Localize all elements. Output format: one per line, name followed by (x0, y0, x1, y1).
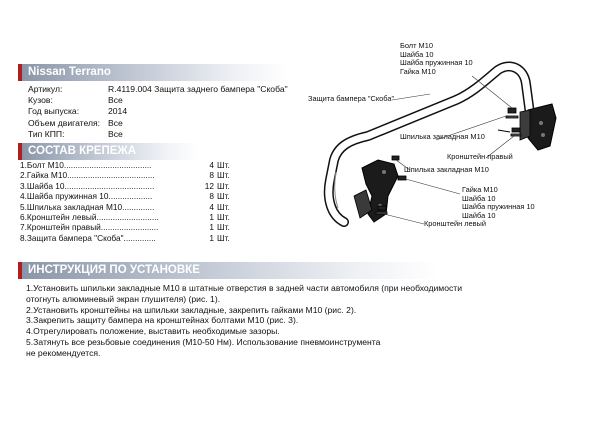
part-unit: Шт. (217, 180, 230, 191)
info-key: Артикул: (28, 84, 63, 94)
part-name: 6.Кронштейн левый........................... (20, 212, 159, 223)
part-qty: 8 (209, 191, 214, 202)
info-key: Объем двигателя: (28, 117, 101, 128)
label-nut: Гайка М10 (462, 185, 498, 194)
part-unit: Шт. (217, 201, 230, 212)
bracket-right-drawing (520, 104, 556, 150)
instruction-line: 4.Отрегулировать положение, выставить необходимые зазоры. (26, 326, 280, 337)
label-bracket-left: Кронштейн левый (424, 219, 487, 228)
part-name: 3.Шайба 10....................................... (20, 180, 155, 191)
instruction-steps (26, 283, 566, 359)
part-qty: 4 (209, 201, 214, 212)
label-washer: Шайба 10 (462, 210, 496, 220)
info-value: 2014 (108, 106, 128, 117)
instruction-line: 5.Затянуть все резьбовые соединения (М10-50 Нм). Использование пневмоинструмента (26, 336, 381, 347)
info-value: Все (108, 117, 123, 128)
fasteners-title: СОСТАВ КРЕПЕЖА (28, 145, 137, 157)
label-guard: Защита бампера "Скоба" (308, 94, 395, 103)
part-qty: 12 (204, 180, 214, 191)
part-qty: 1 (209, 232, 214, 243)
part-name: 8.Защита бампера "Скоба".............. (20, 232, 156, 243)
instruction-line: 1.Установить шпильки закладные М10 в штатные отверстия в задней части автомобиля (при необходимости (26, 283, 463, 293)
part-unit: Шт. (217, 191, 230, 202)
part-name: 1.Болт М10...................................... (20, 160, 152, 170)
label-washer: Шайба 10 (400, 49, 434, 59)
part-name: 4.Шайба пружинная 10................... (20, 191, 153, 202)
instruction-line: не рекомендуется. (26, 347, 101, 358)
info-value: Все (108, 95, 123, 106)
part-unit: Шт. (217, 212, 230, 223)
label-spring-washer: Шайба пружинная 10 (462, 202, 535, 212)
instruction-line: отогнуть алюминевый экран глушителя) (рис. 1). (26, 293, 221, 304)
instruction-line: 3.Закрепить защиту бампера на кронштейнах болтами М10 (рис. 3). (26, 315, 299, 326)
label-bottom-group (462, 186, 535, 220)
instruction-line: 2.Установить кронштейны на шпильки закладные, закрепить гайками М10 (рис. 2). (26, 304, 357, 315)
label-spring-washer: Шайба пружинная 10 (400, 58, 473, 68)
info-key: Год выпуска: (28, 106, 80, 117)
part-qty: 1 (209, 212, 214, 223)
part-unit: Шт. (217, 232, 230, 243)
info-value: Все (108, 128, 123, 139)
part-qty: 4 (209, 160, 214, 170)
label-bolt: Болт М10 (400, 41, 433, 50)
part-qty: 1 (209, 222, 214, 233)
label-stud-2: Шпилька закладная М10 (404, 165, 489, 174)
part-unit: Шт. (217, 170, 230, 181)
part-qty: 8 (209, 170, 214, 181)
part-unit: Шт. (217, 160, 230, 170)
instructions-title: ИНСТРУКЦИЯ ПО УСТАНОВКЕ (28, 264, 200, 276)
label-washer: Шайба 10 (462, 193, 496, 203)
product-title: Nissan Terrano (28, 66, 111, 78)
part-name: 7.Кронштейн правый......................... (20, 222, 159, 233)
part-unit: Шт. (217, 222, 230, 233)
info-key: Тип КПП: (28, 128, 65, 139)
fasteners-right (498, 108, 521, 136)
part-name: 2.Гайка М10...................................... (20, 170, 155, 181)
info-key: Кузов: (28, 95, 53, 106)
part-name: 5.Шпилька закладная М10.............. (20, 201, 155, 212)
label-nut: Гайка М10 (400, 66, 436, 76)
label-top-group (400, 42, 473, 76)
label-stud-1: Шпилька закладная М10 (400, 132, 485, 141)
label-bracket-right: Кронштейн правый (447, 152, 513, 161)
instructions-title-band (18, 262, 438, 279)
info-value: R.4119.004 Защита заднего бампера "Скоба" (108, 84, 288, 94)
